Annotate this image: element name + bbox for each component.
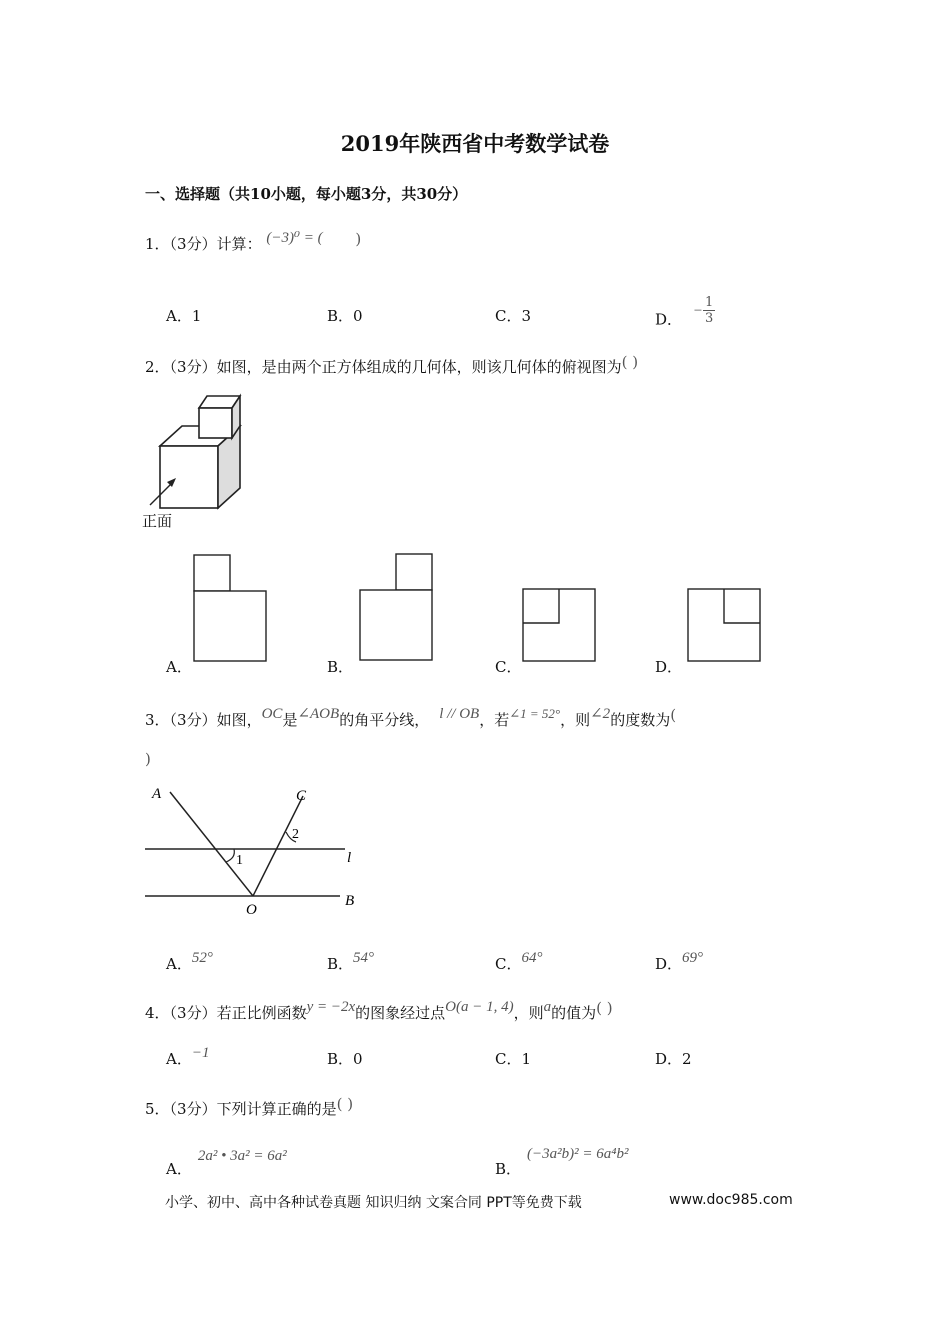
point-c-label: C [296, 788, 307, 804]
cube-figure [140, 390, 260, 535]
q2-option-a-figure [190, 553, 270, 663]
section-heading: 一、选择题（共10小题，每小题3分，共30分） [145, 185, 468, 203]
angle-1-label: 1 [236, 853, 243, 868]
answer-paren-close: ) [355, 230, 362, 248]
q3-option-b: B．54° [327, 950, 375, 973]
footer-link[interactable]: www.doc985.com [669, 1192, 793, 1208]
q2-option-d: D． [655, 658, 683, 676]
q4-option-a: A．−1 [166, 1045, 210, 1068]
q2-option-c: C． [495, 658, 522, 676]
footer-text: 小学、初中、高中各种试卷真题 知识归纳 文案合同 PPT等免费下载 [165, 1195, 582, 1211]
point-a-label: A [152, 786, 162, 802]
page-title: 2019年陕西省中考数学试卷 [340, 131, 610, 156]
q2-option-c-figure [519, 587, 599, 663]
q2-option-a: A． [166, 658, 192, 676]
q3-option-d: D．69° [655, 950, 704, 973]
q2-option-b: B． [327, 658, 354, 676]
angle-2-label: 2 [292, 827, 299, 842]
q4-option-c: C．1 [495, 1050, 532, 1068]
front-label: 正面 [142, 512, 173, 530]
q2-option-b-figure [356, 553, 436, 663]
q3-option-c: C．64° [495, 950, 543, 973]
answer-paren: ( ) [621, 353, 639, 371]
question-3: 3．（3分）如图，OC是∠AOB的角平分线， l // OB，若∠1 = 52°，则∠2的度数为( [145, 706, 677, 729]
question-2: 2．（3分）如图，是由两个正方体组成的几何体，则该几何体的俯视图为( ) [145, 353, 639, 376]
q5-option-a: A．2a² • 3a² = 6a² [166, 1148, 287, 1178]
question-1 [145, 230, 362, 254]
question-number: 1． [145, 235, 170, 253]
line-l-label: l [347, 850, 352, 866]
question-4: 4．（3分）若正比例函数y = −2x的图象经过点O(a − 1, 4)，则a的值为( ) [145, 999, 613, 1022]
q4-option-d: D．2 [655, 1050, 692, 1068]
question-math: (−3)⁰ = ( [266, 230, 323, 246]
q1-option-a: A．1 [166, 307, 202, 325]
question-5: 5．（3分）下列计算正确的是( ) [145, 1095, 354, 1118]
question-text: （3分）计算： [169, 235, 262, 253]
angle-figure [140, 780, 370, 920]
q4-option-b: B．0 [327, 1050, 363, 1068]
fraction: $\frac{1}{3}$ [704, 295, 714, 326]
point-b-label: B [345, 893, 355, 909]
q2-option-d-figure [684, 587, 764, 663]
q1-option-d: D． − $\frac{1}{3}$ [655, 295, 714, 329]
answer-paren-close: ) [145, 750, 151, 768]
q1-option-b: B．0 [327, 307, 363, 325]
point-o-label: O [246, 902, 257, 918]
q5-option-b: B．(−3a²b)² = 6a⁴b² [495, 1146, 629, 1178]
q3-option-a: A．52° [166, 950, 213, 973]
q1-option-c: C．3 [495, 307, 532, 325]
